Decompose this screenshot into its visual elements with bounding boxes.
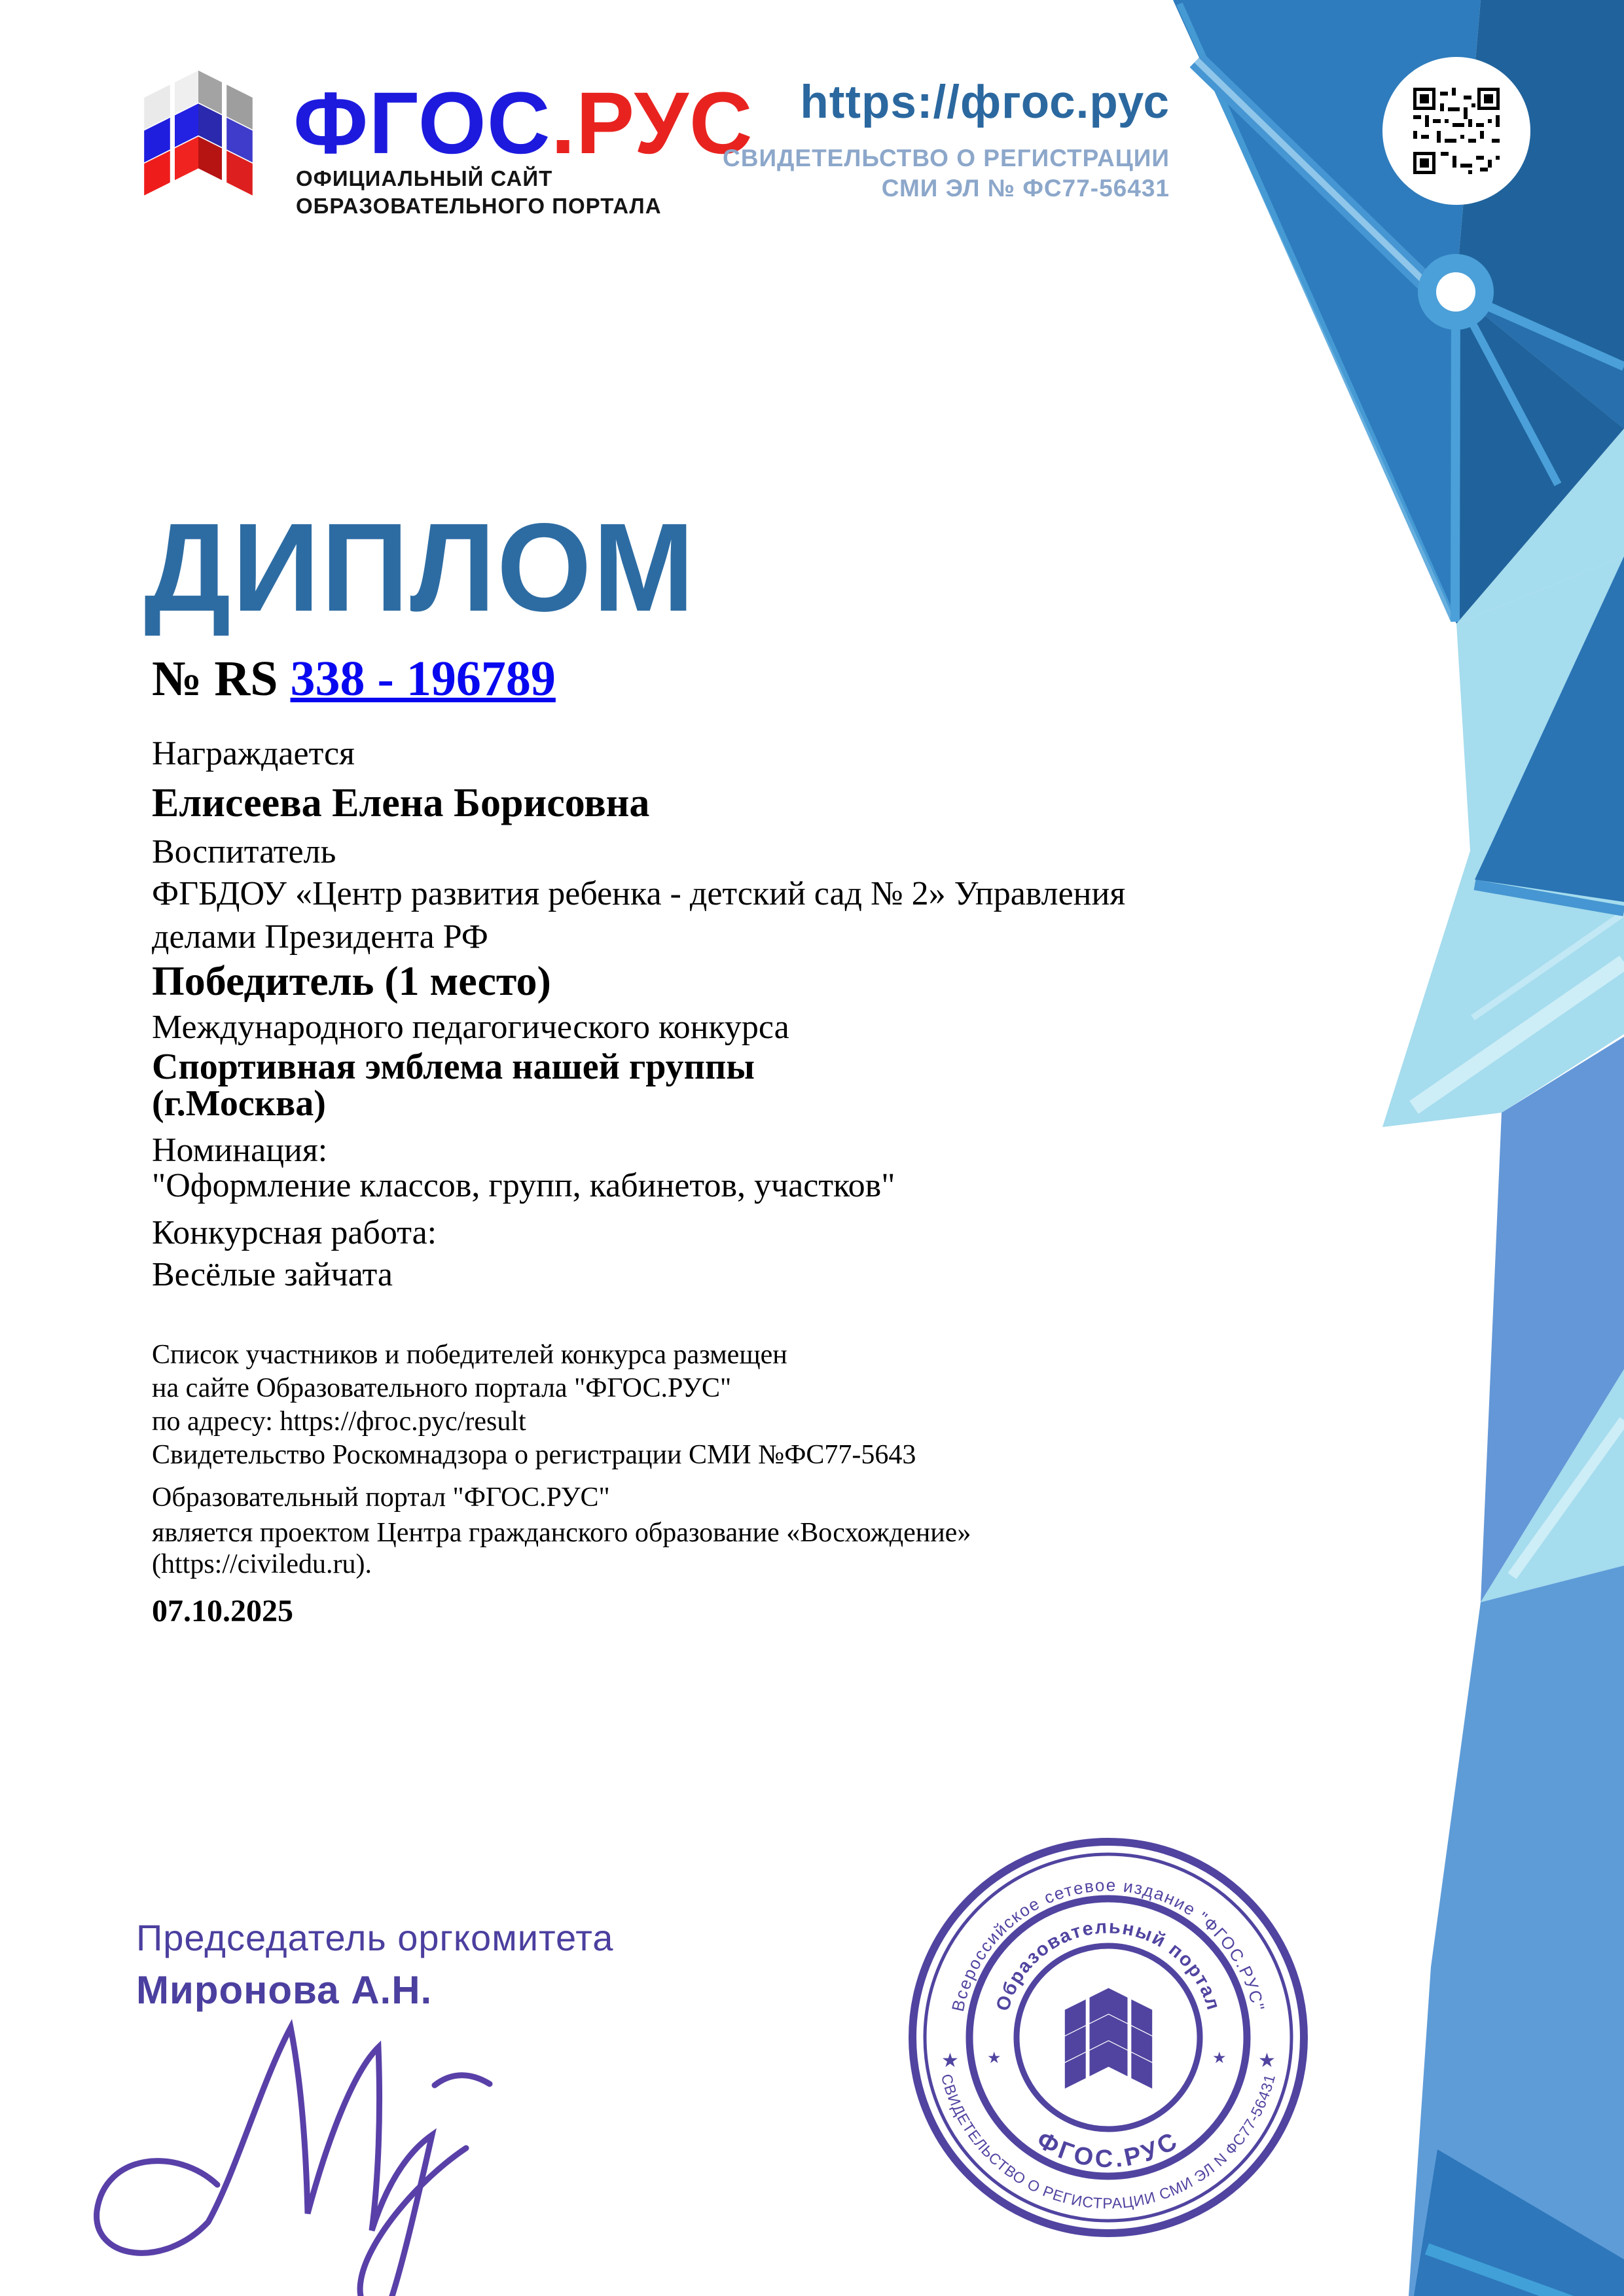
seal-logo-mark-icon — [1065, 1988, 1152, 2089]
seal-inner-top-text: Образовательный портал — [992, 1916, 1224, 2014]
brand-primary: ФГОС — [293, 75, 551, 172]
award-title: Победитель (1 место) — [152, 958, 551, 1004]
facet-medium-wedge — [1173, 0, 1481, 624]
spoke-line — [1456, 292, 1624, 367]
registration-line2: СМИ ЭЛ № ФС77-56431 — [881, 175, 1170, 202]
seal-star-icon: ★ — [1212, 2049, 1227, 2067]
brand-subtitle-line1: ОФИЦИАЛЬНЫЙ САЙТ — [296, 166, 553, 190]
registration-line1: СВИДЕТЕЛЬСТВО О РЕГИСТРАЦИИ — [723, 145, 1170, 171]
seal-outer-bottom-text: СВИДЕТЕЛЬСТВО О РЕГИСТРАЦИИ СМИ ЭЛ N ФС77-56431 — [937, 2072, 1279, 2212]
cyan-stripe — [1473, 913, 1624, 1018]
facet-bottom-blue — [1409, 1566, 1624, 2296]
registration-info — [723, 143, 1170, 204]
connector-stripe-core — [1197, 60, 1424, 281]
facet-dark-top — [1456, 0, 1624, 429]
seal-inner-bottom-text: ФГОС.РУС — [1032, 2126, 1185, 2174]
diploma-number-prefix: № RS — [152, 651, 278, 706]
official-seal — [912, 1842, 1304, 2233]
facet-overlay — [1456, 292, 1624, 429]
facet-soft-blue — [1481, 1037, 1624, 1602]
organization-line2: делами Президента РФ — [152, 918, 488, 956]
seal-star-icon: ★ — [941, 2050, 959, 2072]
recipient-position: Воспитатель — [152, 833, 336, 870]
issue-date: 07.10.2025 — [152, 1594, 293, 1628]
seal-star-icon: ★ — [1258, 2050, 1276, 2072]
brand-subtitle — [296, 165, 662, 220]
edge-line — [1180, 4, 1453, 619]
connector-stripe — [1197, 60, 1424, 281]
network-node — [1436, 272, 1475, 312]
chairman-name: Миронова А.Н. — [136, 1968, 433, 2012]
note-line1: Список участников и победителей конкурса размещен — [152, 1340, 787, 1370]
qr-code-icon — [1382, 57, 1530, 205]
cyan-stripe — [1414, 962, 1624, 1107]
medium-stripe — [1475, 885, 1624, 911]
facet-cyan-main — [1382, 556, 1624, 1127]
note-line3: по адресу: https://фгос.рус/result — [152, 1407, 526, 1437]
note-line2: на сайте Образовательного портала "ФГОС.РУС" — [152, 1373, 732, 1403]
organization-line1: ФГБДОУ «Центр развития ребенка - детский сад № 2» Управления — [152, 875, 1126, 912]
brand-wordmark — [293, 73, 753, 173]
cyan-stripe — [1512, 1420, 1624, 1576]
facet-dark-right — [1475, 556, 1624, 902]
seal-star-icon: ★ — [987, 2049, 1001, 2067]
diploma-number — [152, 651, 556, 708]
nomination-label: Номинация: — [152, 1132, 328, 1169]
work-label: Конкурсная работа: — [152, 1214, 437, 1251]
awarded-label: Награждается — [152, 735, 355, 772]
chairman-title: Председатель оргкомитета — [136, 1917, 614, 1958]
facet-cyan-band — [1456, 429, 1624, 624]
bottom-stripe — [1427, 2249, 1614, 2296]
about-line2: является проектом Центра гражданского образование «Восхождение» — [152, 1518, 971, 1548]
page-title: ДИПЛОМ — [144, 497, 696, 637]
network-node-ring — [1418, 254, 1494, 330]
diploma-number-link[interactable]: 338 - 196789 — [290, 651, 556, 706]
logo-mark-icon — [144, 71, 253, 196]
about-line3: (https://civiledu.ru). — [152, 1549, 372, 1579]
brand-suffix: .РУС — [550, 75, 753, 172]
contest-type: Международного педагогического конкурса — [152, 1009, 789, 1046]
site-info — [723, 76, 1170, 204]
seal-outer-top-text: Всероссийское сетевое издание "ФГОС.РУС" — [947, 1875, 1269, 2014]
site-url: https://фгос.рус — [800, 77, 1170, 128]
recipient-name: Елисеева Елена Борисовна — [152, 781, 650, 825]
brand-subtitle-line2: ОБРАЗОВАТЕЛЬНОГО ПОРТАЛА — [296, 194, 662, 219]
contest-city: (г.Москва) — [152, 1083, 326, 1124]
note-line4: Свидетельство Роскомнадзора о регистрации СМИ №ФС77-5643 — [152, 1440, 916, 1470]
contest-name: Спортивная эмблема нашей группы — [152, 1047, 755, 1087]
work-value: Весёлые зайчата — [152, 1256, 393, 1293]
facet-dark-fan — [1456, 292, 1624, 624]
nomination-value: "Оформление классов, групп, кабинетов, участков" — [152, 1167, 895, 1204]
facet-cyan-low — [1481, 1369, 1624, 1602]
about-line1: Образовательный портал "ФГОС.РУС" — [152, 1482, 610, 1513]
spoke-line — [1455, 292, 1456, 622]
facet-bottom-dark — [1414, 2149, 1624, 2296]
signature — [97, 2028, 490, 2296]
spoke-line — [1456, 292, 1558, 484]
